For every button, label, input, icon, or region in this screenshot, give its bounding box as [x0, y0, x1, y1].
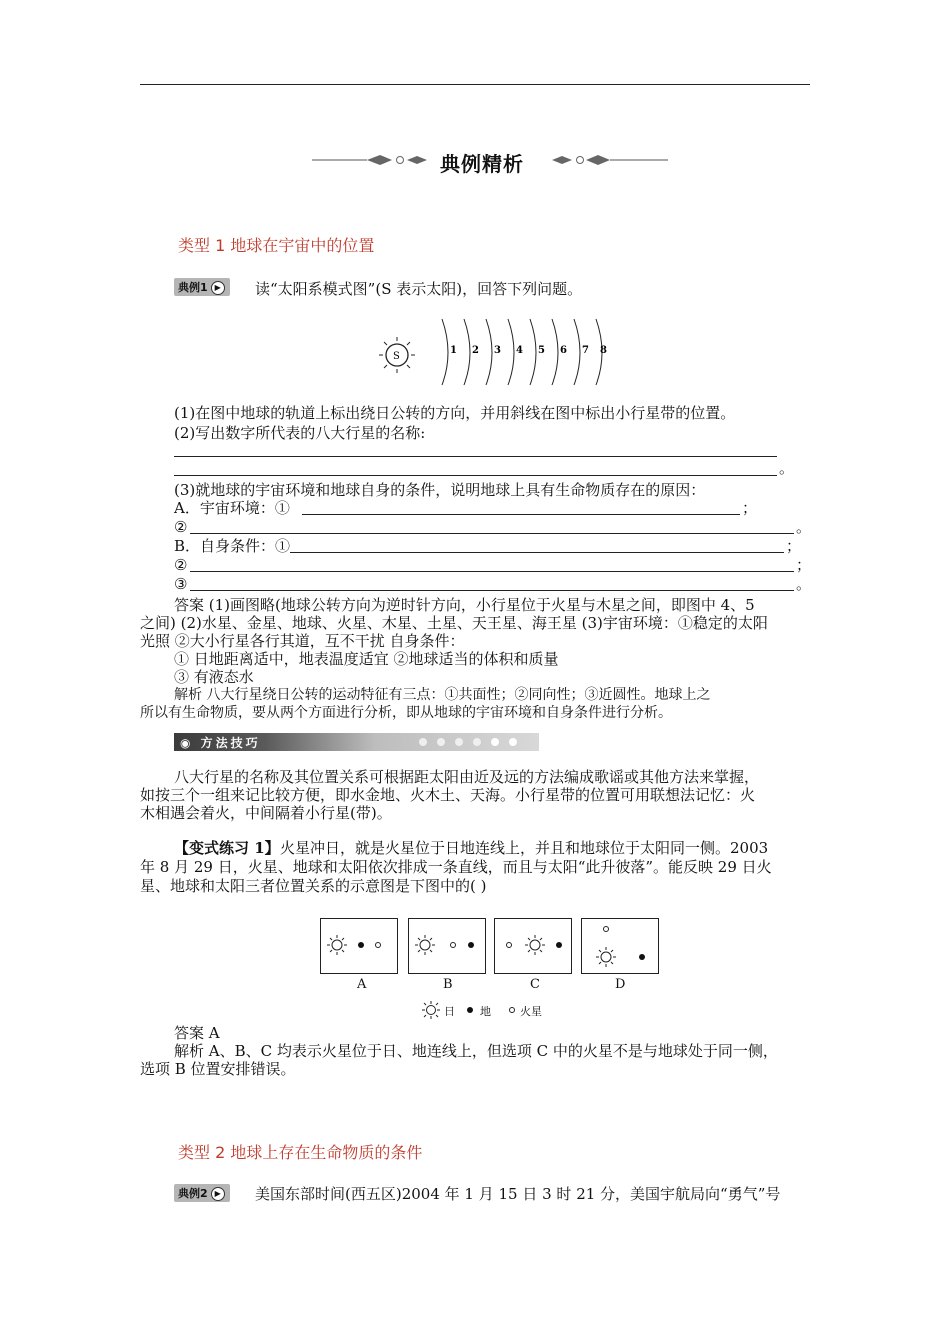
orbit-number: 4	[516, 345, 523, 356]
legend	[420, 1000, 580, 1020]
option-d-diagram[interactable]	[581, 918, 659, 974]
circle-2: ②	[174, 556, 188, 574]
variation-analysis: 选项 B 位置安排错误。	[140, 1060, 296, 1078]
period: 。	[796, 518, 812, 536]
variation-analysis: 解析 A、B、C 均表示火星位于日、地连线上，但选项 C 中的火星不是与地球处于同一侧，	[174, 1042, 778, 1060]
type1-title: 类型 1 地球在宇宙中的位置	[178, 236, 375, 255]
mars-circle-icon	[508, 1006, 516, 1014]
diagram	[321, 919, 397, 973]
method-tips-bar	[174, 733, 539, 751]
sun-icon	[415, 935, 435, 955]
option-d-label: D	[615, 977, 626, 992]
title-ornament-left	[312, 150, 434, 170]
orbit-number: 3	[494, 345, 501, 356]
diagram	[409, 919, 485, 973]
analysis-line: 所以有生命物质，要从两个方面进行分析，即从地球的宇宙环境和自身条件进行分析。	[140, 705, 672, 721]
sun-icon	[420, 1000, 442, 1020]
answer-line: 光照 ②大小行星各行其道，互不干扰 自身条件：	[140, 632, 465, 650]
variation-text: 年 8 月 29 日，火星、地球和太阳依次排成一条直线，而且与太阳“此升彼落”。能反映 29 日火	[140, 858, 772, 876]
answer-blank[interactable]	[190, 590, 794, 591]
sun-icon	[596, 947, 616, 967]
sun-icon	[327, 935, 347, 955]
variation-answer: 答案 A	[174, 1024, 220, 1042]
answer-blank[interactable]	[190, 533, 794, 534]
method-text: 八大行星的名称及其位置关系可根据距太阳由近及远的方法编成歌谣或其他方法来掌握，	[174, 768, 760, 786]
option-b-diagram[interactable]	[408, 918, 486, 974]
option-a-diagram[interactable]	[320, 918, 398, 974]
title-ornament-right	[550, 150, 672, 170]
example2-badge: 典例2 ▶	[174, 1183, 230, 1202]
method-text: 木相遇会着火，中间隔着小行星(带)。	[140, 804, 392, 822]
orbit-number: 1	[450, 345, 457, 356]
legend-earth: 地	[480, 1005, 491, 1018]
example1-badge: 典例1 ▶	[174, 277, 230, 296]
q3-text: (3)就地球的宇宙环境和地球自身的条件，说明地球上具有生命物质存在的原因：	[174, 481, 706, 499]
analysis-line: 解析 八大行星绕日公转的运动特征有三点：①共面性；②同向性；③近圆性。地球上之	[174, 687, 711, 703]
answer-blank[interactable]	[190, 571, 794, 572]
variation-label: 【变式练习 1】	[174, 839, 280, 857]
variation-text: 星、地球和太阳三者位置关系的示意图是下图中的( )	[140, 877, 487, 895]
option-c-diagram[interactable]	[494, 918, 572, 974]
semicolon: ；	[796, 556, 812, 574]
sun-icon	[525, 935, 545, 955]
semicolon: ；	[786, 537, 802, 555]
answer-line: ① 日地距离适中，地表温度适宜 ②地球适当的体积和质量	[174, 650, 559, 668]
orbit-number: 8	[600, 345, 607, 356]
type2-title: 类型 2 地球上存在生命物质的条件	[178, 1143, 423, 1162]
q1-text: (1)在图中地球的轨道上标出绕日公转的方向，并用斜线在图中标出小行星带的位置。	[174, 404, 736, 422]
answer-blank[interactable]	[290, 552, 784, 553]
answer-line: 答案 (1)画图略(地球公转方向为逆时针方向，小行星位于火星与木星之间，即图中 4、5	[174, 596, 755, 614]
variation-text: 火星冲日，就是火星位于日地连线上，并且和地球位于太阳同一侧。2003	[280, 839, 769, 857]
answer-blank[interactable]	[174, 456, 777, 457]
diagram	[582, 919, 658, 973]
orbit-number: 7	[582, 345, 589, 356]
earth-dot-icon	[466, 1006, 474, 1014]
circle-3: ③	[174, 575, 188, 593]
orbit-number: 5	[538, 345, 545, 356]
option-a-label: A	[357, 977, 367, 992]
header-rule	[140, 84, 810, 85]
play-icon: ▶	[211, 1187, 225, 1201]
orbit-number: 6	[560, 345, 567, 356]
method-text: 如按三个一组来记比较方便，即水金地、火木土、天海。小行星带的位置可用联想法记忆：火	[140, 786, 756, 804]
answer-blank[interactable]	[174, 475, 777, 476]
semicolon: ；	[742, 499, 758, 517]
example2-text: 美国东部时间(西五区)2004 年 1 月 15 日 3 时 21 分，美国宇航局向“勇气”号	[255, 1185, 781, 1203]
period: 。	[796, 575, 812, 593]
legend-mars: 火星	[520, 1005, 542, 1018]
legend-sun: 日	[444, 1005, 455, 1018]
solar-system-figure	[370, 315, 620, 387]
answer-line: 之间) (2)水星、金星、地球、火星、木星、土星、天王星、海王星 (3)宇宙环境：①稳定的太阳	[140, 614, 768, 632]
circle-2: ②	[174, 518, 188, 536]
orbit-number: 2	[472, 345, 479, 356]
a-cosmic-label: A．宇宙环境：①	[174, 499, 290, 517]
q2-text: (2)写出数字所代表的八大行星的名称:	[174, 424, 426, 442]
b-self-label: B．自身条件：①	[174, 537, 291, 555]
play-icon: ▶	[211, 281, 225, 295]
diagram	[495, 919, 571, 973]
option-b-label: B	[443, 977, 453, 992]
method-tips-label: ◉ 方法技巧	[180, 736, 261, 750]
example1-question: 读“太阳系模式图”(S 表示太阳)，回答下列问题。	[255, 280, 583, 298]
option-c-label: C	[530, 977, 540, 992]
section-title: 典例精析	[440, 152, 524, 176]
q2-end: 。	[779, 459, 795, 477]
sun-label: S	[393, 351, 400, 362]
answer-blank[interactable]	[302, 514, 740, 515]
answer-line: ③ 有液态水	[174, 668, 254, 686]
